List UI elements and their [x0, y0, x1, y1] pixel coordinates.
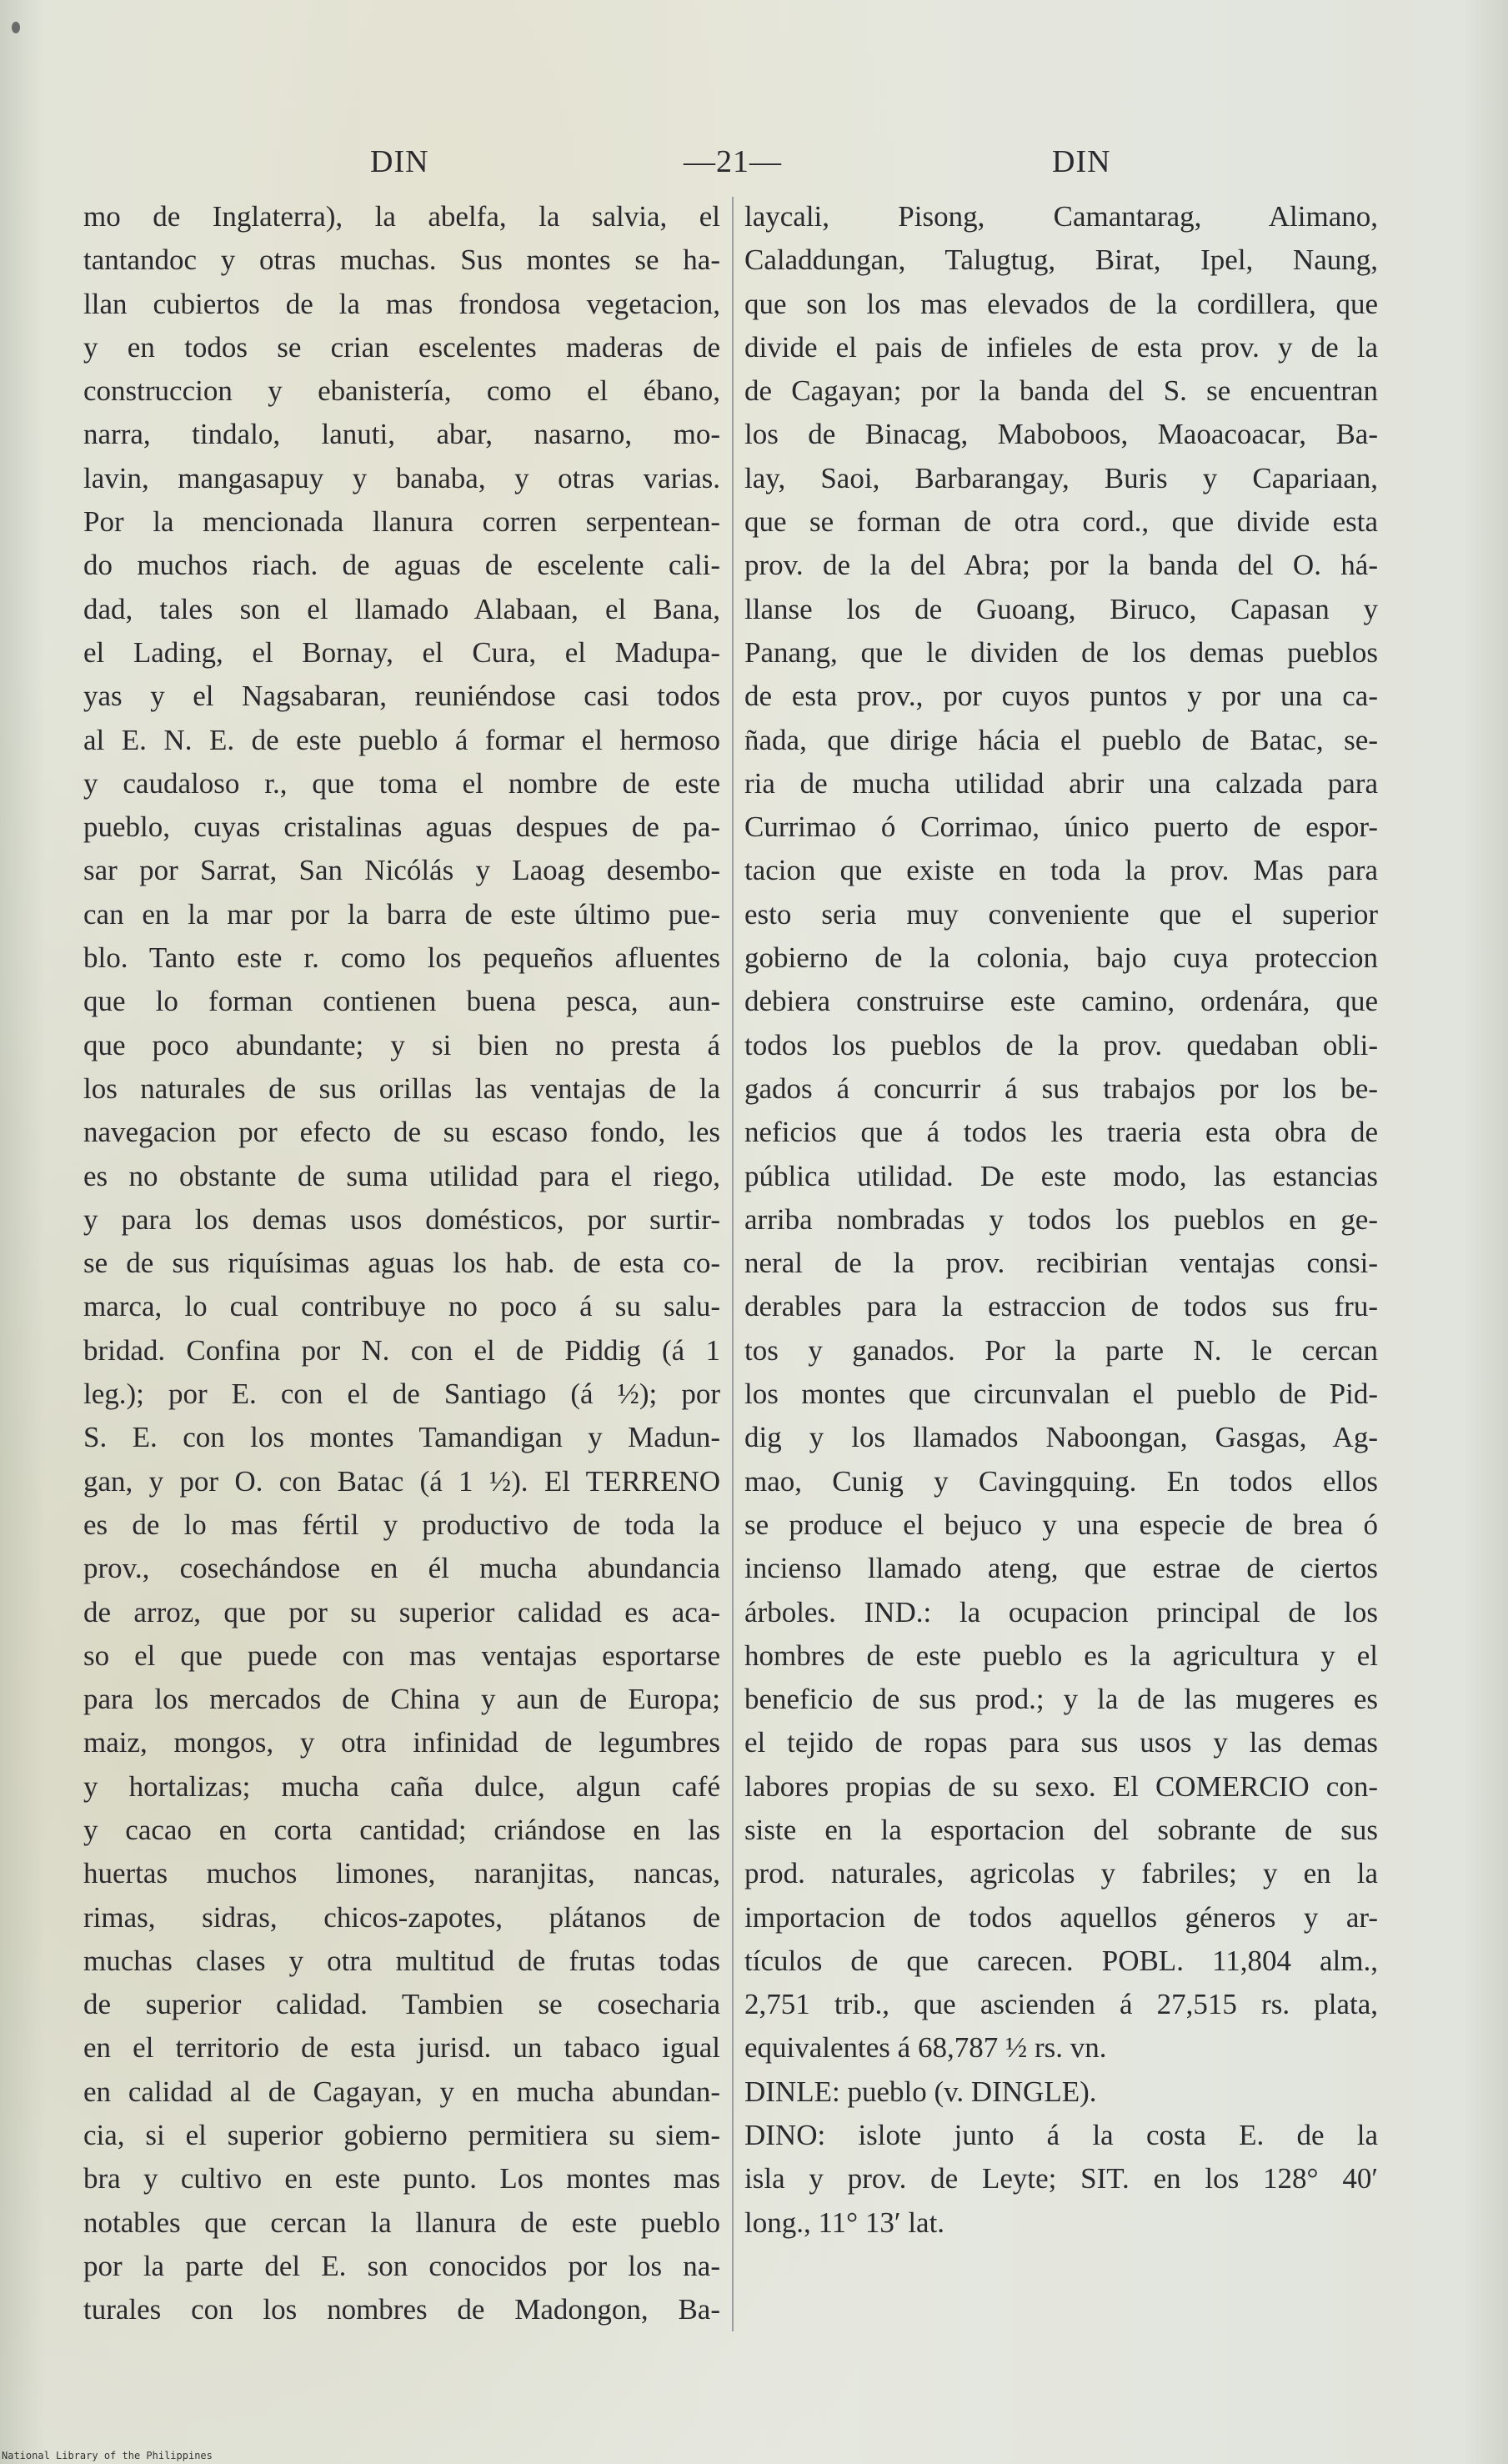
- text-line: prov., cosechándose en él mucha abundancia: [83, 1552, 720, 1585]
- text-line: isla y prov. de Leyte; SIT. en los 128° 40′: [744, 2162, 1378, 2196]
- text-line: tantandoc y otras muchas. Sus montes se ha-: [83, 243, 720, 277]
- text-line: pública utilidad. De este modo, las estancias: [744, 1159, 1378, 1192]
- text-line: laycali, Pisong, Camantarag, Alimano,: [744, 200, 1378, 233]
- page-number: —21—: [684, 144, 782, 179]
- text-line: que lo forman contienen buena pesca, aun-: [83, 985, 720, 1018]
- text-line: S. E. con los montes Tamandigan y Madun-: [83, 1421, 720, 1454]
- text-line: es de lo mas fértil y productivo de toda la: [83, 1508, 720, 1541]
- text-line: de arroz, que por su superior calidad es aca-: [83, 1595, 720, 1628]
- text-line: arriba nombradas y todos los pueblos en ge-: [744, 1202, 1378, 1236]
- text-line: notables que cercan la llanura de este pueblo: [83, 2206, 720, 2239]
- library-credit: National Library of the Philippines: [2, 2450, 213, 2461]
- text-line: neral de la prov. recibirian ventajas consi-: [744, 1247, 1378, 1280]
- text-line: y hortalizas; mucha caña dulce, algun café: [83, 1769, 720, 1803]
- text-line: gados á concurrir á sus trabajos por los be-: [744, 1071, 1378, 1105]
- text-line: que se forman de otra cord., que divide esta: [744, 505, 1378, 539]
- text-line: beneficio de sus prod.; y la de las mugeres es: [744, 1683, 1378, 1716]
- text-line: gan, y por O. con Batac (á 1 ½). El TERRENO: [83, 1464, 720, 1498]
- text-line: bridad. Confina por N. con el de Piddig (á 1: [83, 1333, 720, 1367]
- text-line: do muchos riach. de aguas de escelente cali-: [83, 549, 720, 582]
- text-line: prod. naturales, agricolas y fabriles; y en la: [744, 1857, 1378, 1890]
- text-line: llanse los de Guoang, Biruco, Capasan y: [744, 592, 1378, 625]
- text-line: divide el pais de infieles de esta prov. y de la: [744, 330, 1378, 364]
- text-line: tacion que existe en toda la prov. Mas para: [744, 854, 1378, 887]
- text-line: y caudaloso r., que toma el nombre de este: [83, 766, 720, 800]
- text-line: ria de mucha utilidad abrir una calzada para: [744, 766, 1378, 800]
- text-line: narra, tindalo, lanuti, abar, nasarno, mo-: [83, 418, 720, 451]
- text-line: importacion de todos aquellos géneros y ar-: [744, 1900, 1378, 1934]
- text-line: yas y el Nagsabaran, reuniéndose casi todos: [83, 680, 720, 713]
- text-line: llan cubiertos de la mas frondosa vegetacion,: [83, 287, 720, 320]
- text-line: marca, lo cual contribuye no poco á su salu-: [83, 1290, 720, 1323]
- text-line: árboles. IND.: la ocupacion principal de los: [744, 1595, 1378, 1628]
- header-left-keyword: DIN: [370, 144, 429, 179]
- text-line: navegacion por efecto de su escaso fondo, les: [83, 1116, 720, 1149]
- text-line: por la parte del E. son conocidos por los na-: [83, 2249, 720, 2282]
- text-line: y para los demas usos domésticos, por surtir-: [83, 1202, 720, 1236]
- text-line: los montes que circunvalan el pueblo de Pid-: [744, 1378, 1378, 1411]
- text-line: dad, tales son el llamado Alabaan, el Bana,: [83, 592, 720, 625]
- text-line: en el territorio de esta jurisd. un tabaco igual: [83, 2031, 720, 2065]
- text-line: huertas muchos limones, naranjitas, nancas,: [83, 1857, 720, 1890]
- text-line: dig y los llamados Naboongan, Gasgas, Ag-: [744, 1421, 1378, 1454]
- text-line: los de Binacag, Maboboos, Maoacoacar, Ba-: [744, 418, 1378, 451]
- text-line: para los mercados de China y aun de Europa;: [83, 1683, 720, 1716]
- text-line: sar por Sarrat, San Nicólás y Laoag desembo-: [83, 854, 720, 887]
- text-line: que son los mas elevados de la cordillera, que: [744, 287, 1378, 320]
- text-line: derables para la estraccion de todos sus fru-: [744, 1290, 1378, 1323]
- ink-spot: [12, 22, 20, 33]
- text-line: en calidad al de Cagayan, y en mucha abundan-: [83, 2075, 720, 2108]
- right-text-column: [744, 195, 1378, 2245]
- text-line: incienso llamado ateng, que estrae de ciertos: [744, 1552, 1378, 1585]
- text-line: siste en la esportacion del sobrante de sus: [744, 1813, 1378, 1846]
- text-line: gobierno de la colonia, bajo cuya proteccion: [744, 941, 1378, 975]
- text-line: hombres de este pueblo es la agricultura y el: [744, 1638, 1378, 1672]
- text-line: el tejido de ropas para sus usos y las demas: [744, 1726, 1378, 1759]
- text-line: mao, Cunig y Cavingquing. En todos ellos: [744, 1464, 1378, 1498]
- text-line: debiera construirse este camino, ordenára, que: [744, 985, 1378, 1018]
- text-line: blo. Tanto este r. como los pequeños afluentes: [83, 941, 720, 975]
- text-line: tículos de que carecen. POBL. 11,804 alm.,: [744, 1944, 1378, 1977]
- text-line: bra y cultivo en este punto. Los montes mas: [83, 2162, 720, 2196]
- text-line: Currimao ó Corrimao, único puerto de espor-: [744, 810, 1378, 844]
- text-line: de Cagayan; por la banda del S. se encuentran: [744, 374, 1378, 408]
- text-line: mo de Inglaterra), la abelfa, la salvia, el: [83, 200, 720, 233]
- text-line: leg.); por E. con el de Santiago (á ½); por: [83, 1378, 720, 1411]
- text-line: y cacao en corta cantidad; criándose en las: [83, 1813, 720, 1846]
- text-line: so el que puede con mas ventajas esportarse: [83, 1638, 720, 1672]
- text-line: equivalentes á 68,787 ½ rs. vn.: [744, 2031, 1107, 2065]
- column-divider: [732, 197, 734, 2331]
- text-line: DINLE: pueblo (v. DINGLE).: [744, 2075, 1097, 2108]
- text-line: Caladdungan, Talugtug, Birat, Ipel, Naung,: [744, 243, 1378, 277]
- text-line: DINO: islote junto á la costa E. de la: [744, 2119, 1378, 2152]
- text-line: se produce el bejuco y una especie de brea ó: [744, 1508, 1378, 1541]
- text-line: Panang, que le dividen de los demas pueblos: [744, 635, 1378, 669]
- text-line: al E. N. E. de este pueblo á formar el hermoso: [83, 723, 720, 756]
- text-line: prov. de la del Abra; por la banda del O. há-: [744, 549, 1378, 582]
- text-line: esto seria muy conveniente que el superior: [744, 897, 1378, 931]
- text-line: maiz, mongos, y otra infinidad de legumbres: [83, 1726, 720, 1759]
- text-line: 2,751 trib., que ascienden á 27,515 rs. plata,: [744, 1988, 1378, 2021]
- text-line: pueblo, cuyas cristalinas aguas despues de pa-: [83, 810, 720, 844]
- text-line: muchas clases y otra multitud de frutas todas: [83, 1944, 720, 1977]
- text-line: Por la mencionada llanura corren serpentean-: [83, 505, 720, 539]
- text-line: long., 11° 13′ lat.: [744, 2206, 945, 2239]
- text-line: de esta prov., por cuyos puntos y por una ca-: [744, 680, 1378, 713]
- left-text-column: [83, 195, 720, 2332]
- text-line: ñada, que dirige hácia el pueblo de Batac, se-: [744, 723, 1378, 756]
- text-line: labores propias de su sexo. El COMERCIO con-: [744, 1769, 1378, 1803]
- text-line: de superior calidad. Tambien se cosecharia: [83, 1988, 720, 2021]
- text-line: lay, Saoi, Barbarangay, Buris y Capariaan,: [744, 461, 1378, 494]
- text-line: rimas, sidras, chicos-zapotes, plátanos de: [83, 1900, 720, 1934]
- text-line: se de sus riquísimas aguas los hab. de esta co-: [83, 1247, 720, 1280]
- text-line: turales con los nombres de Madongon, Ba-: [83, 2293, 720, 2326]
- text-line: tos y ganados. Por la parte N. le cercan: [744, 1333, 1378, 1367]
- text-line: es no obstante de suma utilidad para el riego,: [83, 1159, 720, 1192]
- text-line: el Lading, el Bornay, el Cura, el Madupa-: [83, 635, 720, 669]
- text-line: que poco abundante; y si bien no presta á: [83, 1028, 720, 1061]
- text-line: construccion y ebanistería, como el ébano,: [83, 374, 720, 408]
- text-line: todos los pueblos de la prov. quedaban obli-: [744, 1028, 1378, 1061]
- text-line: los naturales de sus orillas las ventajas de la: [83, 1071, 720, 1105]
- text-line: neficios que á todos les traeria esta obra de: [744, 1116, 1378, 1149]
- text-line: lavin, mangasapuy y banaba, y otras varias.: [83, 461, 720, 494]
- header-right-keyword: DIN: [1052, 144, 1111, 179]
- text-line: cia, si el superior gobierno permitiera su siem-: [83, 2119, 720, 2152]
- text-line: y en todos se crian escelentes maderas de: [83, 330, 720, 364]
- text-line: can en la mar por la barra de este último pue-: [83, 897, 720, 931]
- page-header: [0, 143, 1508, 193]
